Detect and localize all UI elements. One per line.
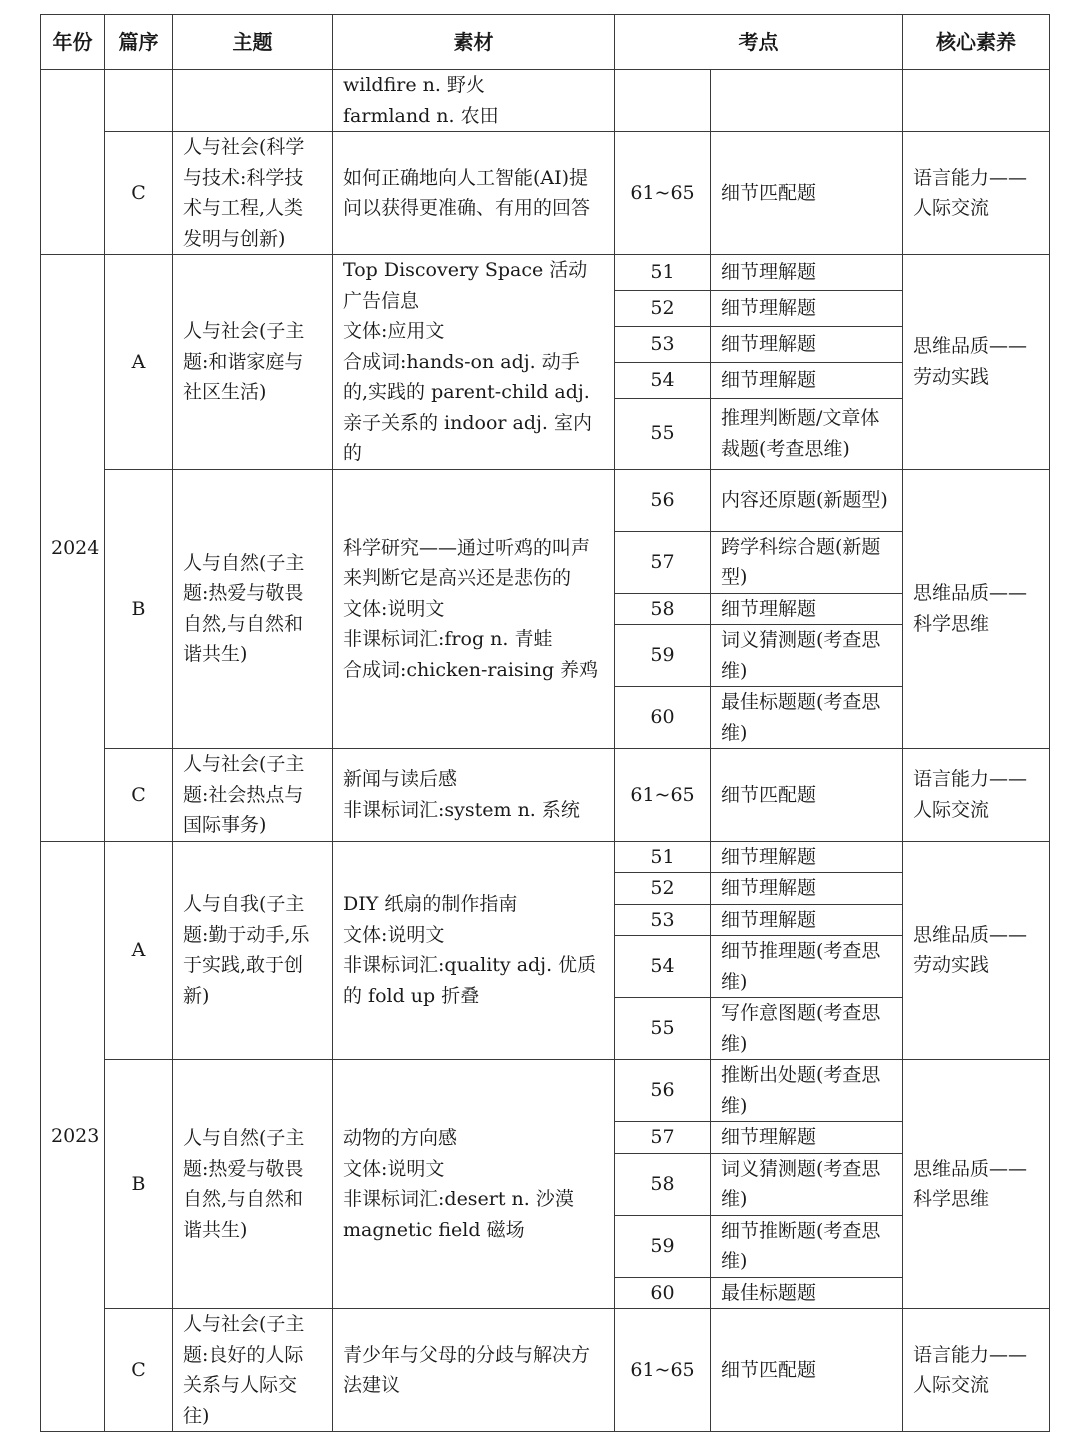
theme-cell: 人与自然(子主题:热爱与敬畏自然,与自然和谐共生)	[173, 469, 333, 749]
literacy-cell	[903, 70, 1050, 132]
theme-cell: 人与社会(子主题:良好的人际关系与人际交往)	[173, 1309, 333, 1432]
num-cell: 54	[615, 936, 711, 998]
num-cell: 61~65	[615, 749, 711, 842]
num-cell: 52	[615, 873, 711, 905]
table-row	[41, 132, 1050, 255]
num-cell: 53	[615, 326, 711, 362]
theme-cell: 人与社会(科学与技术:科学技术与工程,人类发明与创新)	[173, 132, 333, 255]
point-cell: 细节匹配题	[711, 749, 903, 842]
material-cell: 新闻与读后感 非课标词汇:system n. 系统	[333, 749, 615, 842]
header-point: 考点	[615, 15, 903, 70]
point-cell: 词义猜测题(考查思维)	[711, 625, 903, 687]
literacy-cell: 语言能力——人际交流	[903, 1309, 1050, 1432]
seq-cell: C	[105, 132, 173, 255]
table-row	[41, 1060, 1050, 1122]
theme-cell: 人与社会(子主题:社会热点与国际事务)	[173, 749, 333, 842]
exam-analysis-table	[40, 14, 1050, 1432]
point-cell: 细节匹配题	[711, 1309, 903, 1432]
seq-cell: B	[105, 1060, 173, 1309]
table-row	[41, 70, 1050, 132]
point-cell: 细节理解题	[711, 841, 903, 873]
num-cell: 58	[615, 1153, 711, 1215]
theme-cell	[173, 70, 333, 132]
literacy-cell: 思维品质——劳动实践	[903, 841, 1050, 1060]
point-cell: 写作意图题(考查思维)	[711, 998, 903, 1060]
point-cell: 细节理解题	[711, 326, 903, 362]
num-cell: 53	[615, 904, 711, 936]
num-cell: 59	[615, 1215, 711, 1277]
theme-cell: 人与自然(子主题:热爱与敬畏自然,与自然和谐共生)	[173, 1060, 333, 1309]
num-cell: 60	[615, 687, 711, 749]
num-cell: 51	[615, 255, 711, 291]
header-material: 素材	[333, 15, 615, 70]
theme-cell: 人与自我(子主题:勤于动手,乐于实践,敢于创新)	[173, 841, 333, 1060]
num-cell: 56	[615, 1060, 711, 1122]
num-cell: 59	[615, 625, 711, 687]
table-row	[41, 1309, 1050, 1432]
year-cell: 2023	[41, 841, 105, 1432]
point-cell: 内容还原题(新题型)	[711, 469, 903, 531]
point-cell: 细节理解题	[711, 362, 903, 398]
point-cell	[711, 70, 903, 132]
theme-cell: 人与社会(子主题:和谐家庭与社区生活)	[173, 255, 333, 470]
literacy-cell: 语言能力——人际交流	[903, 749, 1050, 842]
table-row	[41, 469, 1050, 531]
point-cell: 推断出处题(考查思维)	[711, 1060, 903, 1122]
num-cell: 57	[615, 1122, 711, 1154]
material-cell: 如何正确地向人工智能(AI)提问以获得更准确、有用的回答	[333, 132, 615, 255]
point-cell: 细节理解题	[711, 290, 903, 326]
literacy-cell: 思维品质——科学思维	[903, 469, 1050, 749]
num-cell: 51	[615, 841, 711, 873]
material-cell: DIY 纸扇的制作指南 文体:说明文 非课标词汇:quality adj. 优质的 fold up 折叠	[333, 841, 615, 1060]
num-cell: 56	[615, 469, 711, 531]
seq-cell: A	[105, 841, 173, 1060]
literacy-cell: 思维品质——劳动实践	[903, 255, 1050, 470]
material-cell: 科学研究——通过听鸡的叫声来判断它是高兴还是悲伤的 文体:说明文 非课标词汇:frog n. 青蛙 合成词:chicken-raising 养鸡	[333, 469, 615, 749]
header-literacy: 核心素养	[903, 15, 1050, 70]
point-cell: 细节匹配题	[711, 132, 903, 255]
point-cell: 最佳标题题	[711, 1277, 903, 1309]
literacy-cell: 语言能力——人际交流	[903, 132, 1050, 255]
table-row	[41, 749, 1050, 842]
material-cell: 青少年与父母的分歧与解决方法建议	[333, 1309, 615, 1432]
literacy-cell: 思维品质——科学思维	[903, 1060, 1050, 1309]
header-row	[41, 15, 1050, 70]
point-cell: 推理判断题/文章体裁题(考查思维)	[711, 398, 903, 469]
num-cell: 61~65	[615, 132, 711, 255]
point-cell: 细节推断题(考查思维)	[711, 1215, 903, 1277]
num-cell: 58	[615, 593, 711, 625]
seq-cell: B	[105, 469, 173, 749]
point-cell: 最佳标题题(考查思维)	[711, 687, 903, 749]
table-row	[41, 255, 1050, 291]
point-cell: 细节理解题	[711, 904, 903, 936]
table-row	[41, 841, 1050, 873]
num-cell: 55	[615, 398, 711, 469]
point-cell: 词义猜测题(考查思维)	[711, 1153, 903, 1215]
point-cell: 细节推理题(考查思维)	[711, 936, 903, 998]
num-cell: 57	[615, 531, 711, 593]
header-year: 年份	[41, 15, 105, 70]
seq-cell: C	[105, 1309, 173, 1432]
num-cell: 54	[615, 362, 711, 398]
point-cell: 细节理解题	[711, 1122, 903, 1154]
num-cell	[615, 70, 711, 132]
point-cell: 细节理解题	[711, 593, 903, 625]
material-cell: Top Discovery Space 活动广告信息 文体:应用文 合成词:hands-on adj. 动手的,实践的 parent-child adj. 亲子关系的 indoor adj. 室内的	[333, 255, 615, 470]
year-cell: 2024	[41, 255, 105, 842]
material-cell: 动物的方向感 文体:说明文 非课标词汇:desert n. 沙漠 magnetic field 磁场	[333, 1060, 615, 1309]
num-cell: 52	[615, 290, 711, 326]
year-cell-blank	[41, 70, 105, 255]
header-seq: 篇序	[105, 15, 173, 70]
seq-cell: A	[105, 255, 173, 470]
num-cell: 61~65	[615, 1309, 711, 1432]
material-cell: wildfire n. 野火 farmland n. 农田	[333, 70, 615, 132]
header-theme: 主题	[173, 15, 333, 70]
point-cell: 细节理解题	[711, 873, 903, 905]
seq-cell: C	[105, 749, 173, 842]
num-cell: 55	[615, 998, 711, 1060]
point-cell: 细节理解题	[711, 255, 903, 291]
num-cell: 60	[615, 1277, 711, 1309]
point-cell: 跨学科综合题(新题型)	[711, 531, 903, 593]
seq-cell	[105, 70, 173, 132]
